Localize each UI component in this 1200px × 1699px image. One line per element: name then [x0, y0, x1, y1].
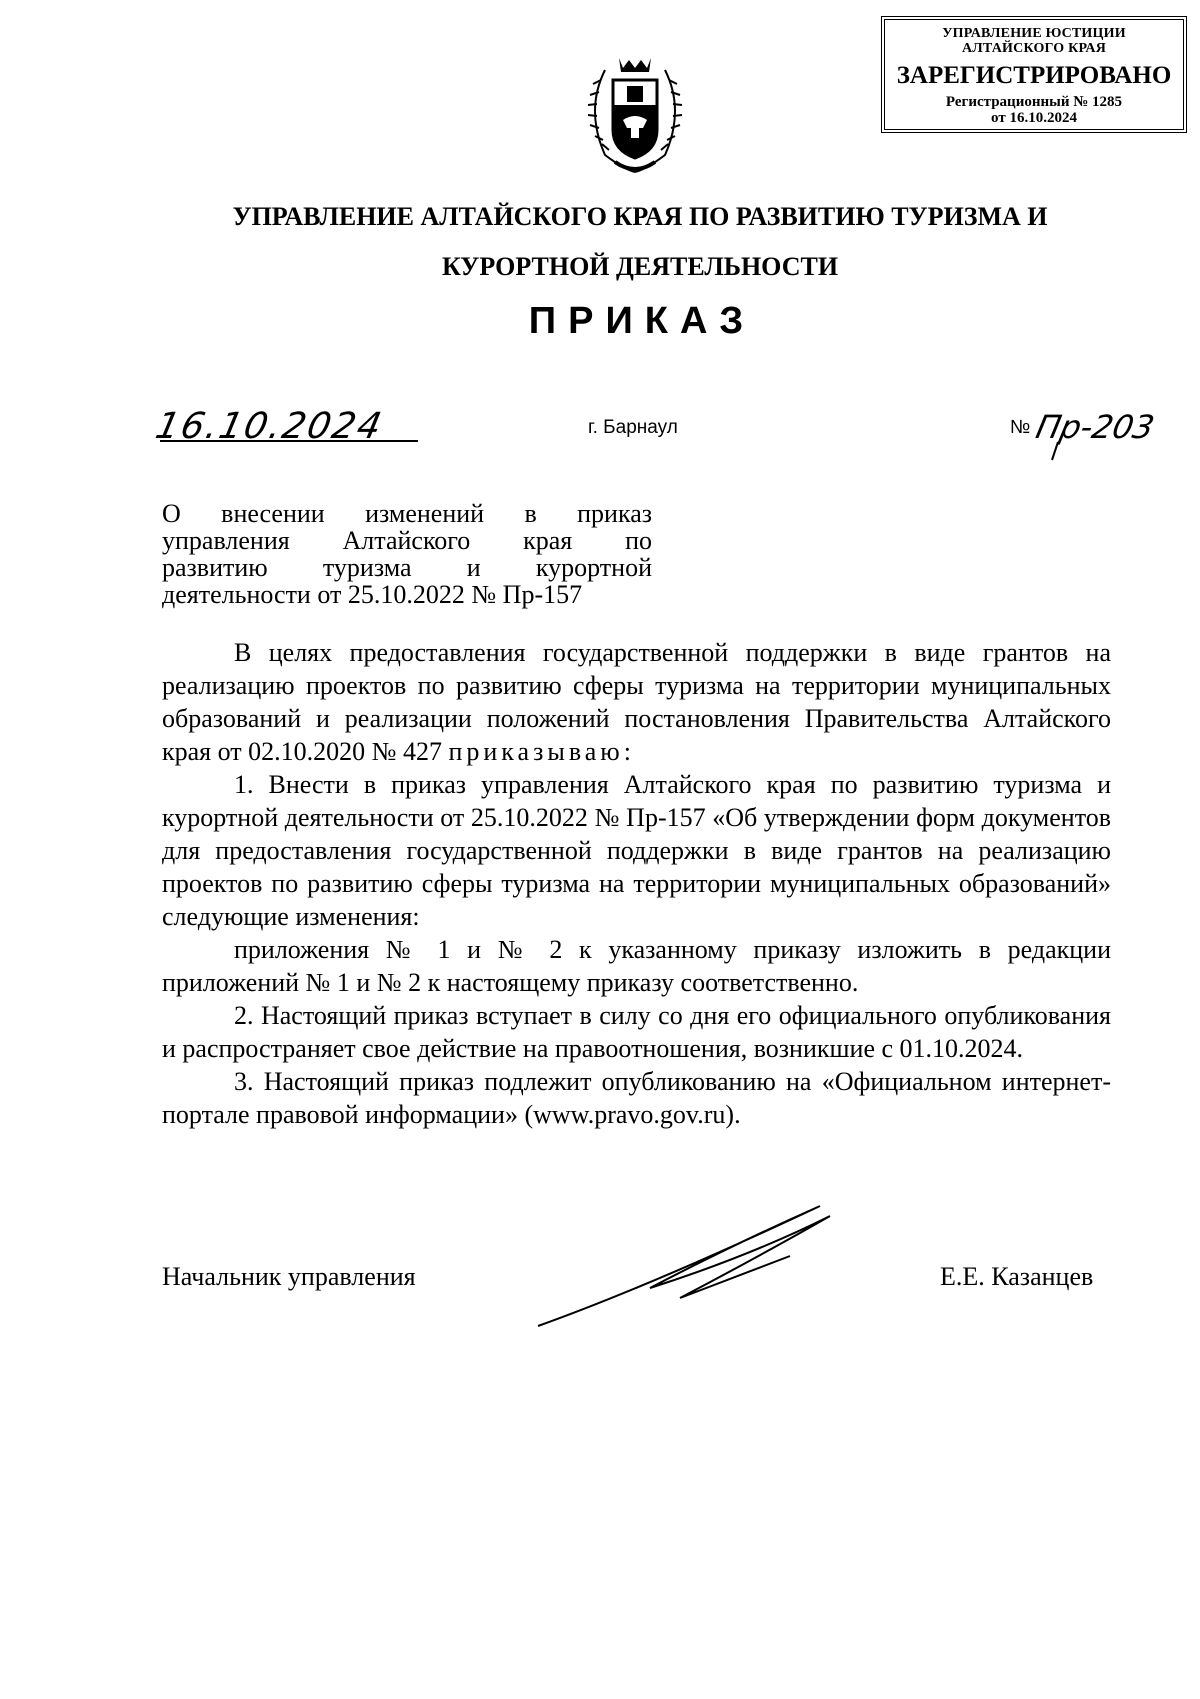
subject-line3: развитию туризма и курортной	[162, 553, 652, 582]
signatory-name: Е.Е. Казанцев	[940, 1262, 1094, 1291]
handwritten-date	[152, 400, 420, 450]
handwritten-signature	[530, 1196, 850, 1336]
document-type: ПРИКАЗ	[528, 300, 756, 342]
stamp-authority-line2: АЛТАЙСКОГО КРАЯ	[961, 41, 1107, 56]
agency-name-line2: КУРОРТНОЙ ДЕЯТЕЛЬНОСТИ	[441, 252, 839, 281]
order-word: приказываю:	[448, 737, 635, 766]
agency-name-line1: УПРАВЛЕНИЕ АЛТАЙСКОГО КРАЯ ПО РАЗВИТИЮ ТУРИЗМА И	[232, 202, 1048, 231]
order-body	[162, 636, 1111, 1131]
handwritten-date-text: 16.10.2024	[152, 404, 388, 447]
item-3: 3. Настоящий приказ подлежит опубликованию на «Официальном интернет-портале правовой информации» (www.pravo.gov.ru).	[162, 1067, 1111, 1129]
subject-line4: деятельности от 25.10.2022 № Пр-157	[162, 580, 583, 609]
order-subject	[162, 500, 652, 608]
number-label: №	[1010, 417, 1031, 438]
agency-name	[200, 192, 1080, 292]
item-1-sub: приложения № 1 и № 2 к указанному приказу изложить в редакции приложений № 1 и № 2 к настоящему приказу соответственно.	[162, 935, 1111, 997]
coat-of-arms-icon	[575, 50, 695, 180]
stamp-reg-number: Регистрационный № 1285	[945, 94, 1123, 110]
preamble-paragraph	[162, 636, 1111, 768]
date-underline	[160, 440, 418, 442]
registration-stamp	[881, 16, 1187, 133]
stamp-reg-date: от 16.10.2024	[991, 110, 1077, 126]
handwritten-number	[1032, 402, 1158, 462]
subject-line2: управления Алтайского края по	[162, 526, 652, 555]
handwritten-number-text: Пр-203	[1032, 408, 1158, 446]
city: г. Барнаул	[588, 417, 678, 438]
signatory-title: Начальник управления	[162, 1262, 416, 1291]
preamble-text: В целях предоставления государственной поддержки в виде грантов на реализацию проектов по развитию сферы туризма на территории муниципальных образований и реализации положений постановления Правительства Алтайского края от 02.10.2020 № 427	[162, 638, 1111, 766]
stamp-status: ЗАРЕГИСТРИРОВАНО	[896, 62, 1172, 89]
stamp-authority-line1: УПРАВЛЕНИЕ ЮСТИЦИИ	[942, 26, 1126, 41]
subject-line1: О внесении изменений в приказ	[162, 499, 652, 528]
item-2: 2. Настоящий приказ вступает в силу со дня его официального опубликования и распространяет свое действие на правоотношения, возникшие с 01.10.2024.	[162, 1001, 1111, 1063]
item-1: 1. Внести в приказ управления Алтайского края по развитию туризма и курортной деятельности от 25.10.2022 № Пр-157 «Об утверждении форм документов для предоставления государственной поддержки в виде грантов на реализацию проектов по развитию сферы туризма на территории муниципальных образований» следующие изменения:	[162, 770, 1111, 931]
